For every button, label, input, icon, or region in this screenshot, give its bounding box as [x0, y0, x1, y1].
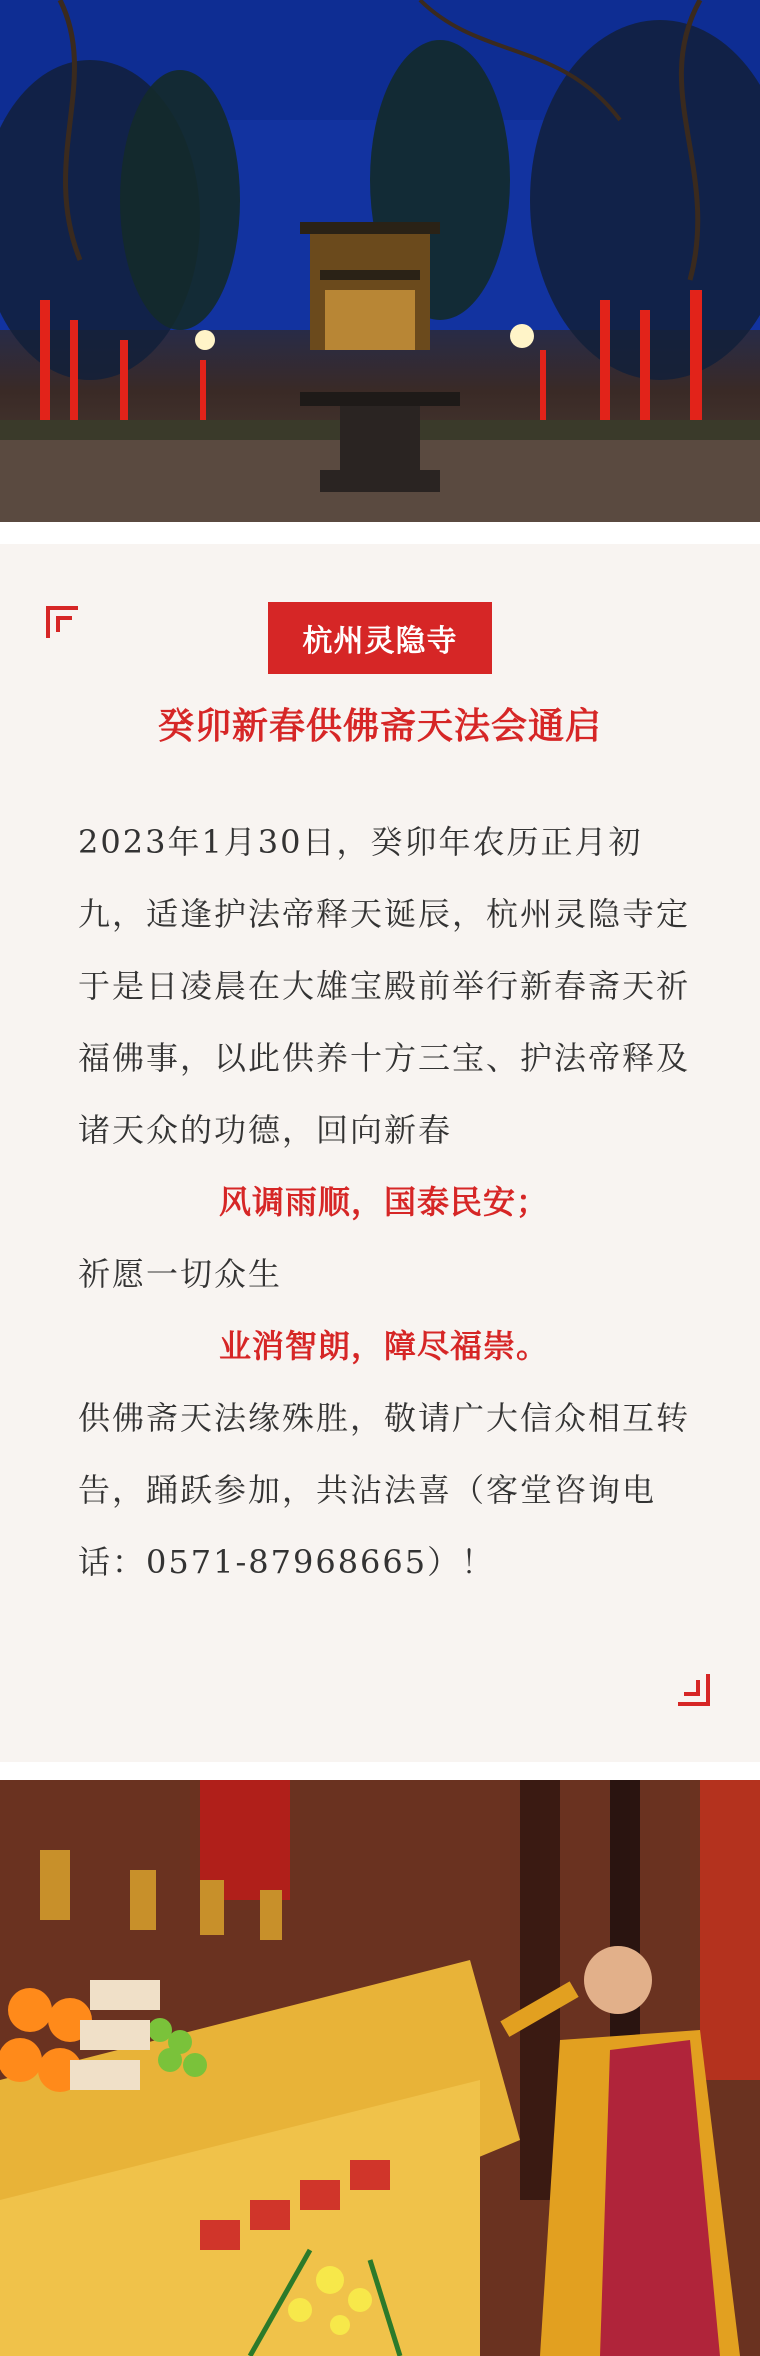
paragraph-intro: 2023年1月30日，癸卯年农历正月初九，适逢护法帝释天诞辰，杭州灵隐寺定于是日凌晨在大雄宝殿前举行新春斋天祈福佛事，以此供养十方三宝、护法帝释及诸天众的功德，回向新春: [78, 823, 691, 1149]
announcement-title: 癸卯新春供佛斋天法会通启: [157, 706, 602, 747]
temple-name-badge: 杭州灵隐寺: [268, 602, 492, 674]
blessing-line-1: 风调雨顺，国泰民安；: [218, 1183, 549, 1221]
temple-night-illustration: [0, 0, 760, 522]
announcement-card: [0, 544, 760, 1762]
ceremony-photo: [0, 1780, 760, 2356]
corner-ornament-icon: [674, 1670, 714, 1710]
paragraph-invitation: 供佛斋天法缘殊胜，敬请广大信众相互转告，踊跃参加，共沾法喜（客堂咨询电话：0571-87968665）！: [78, 1399, 691, 1581]
announcement-body: [78, 806, 690, 1598]
corner-ornament-icon: [42, 602, 82, 642]
blessing-line-2: 业消智朗，障尽福崇。: [218, 1327, 549, 1365]
ceremony-illustration: [0, 1780, 760, 2356]
temple-night-photo: [0, 0, 760, 522]
paragraph-wish: 祈愿一切众生: [78, 1255, 283, 1293]
